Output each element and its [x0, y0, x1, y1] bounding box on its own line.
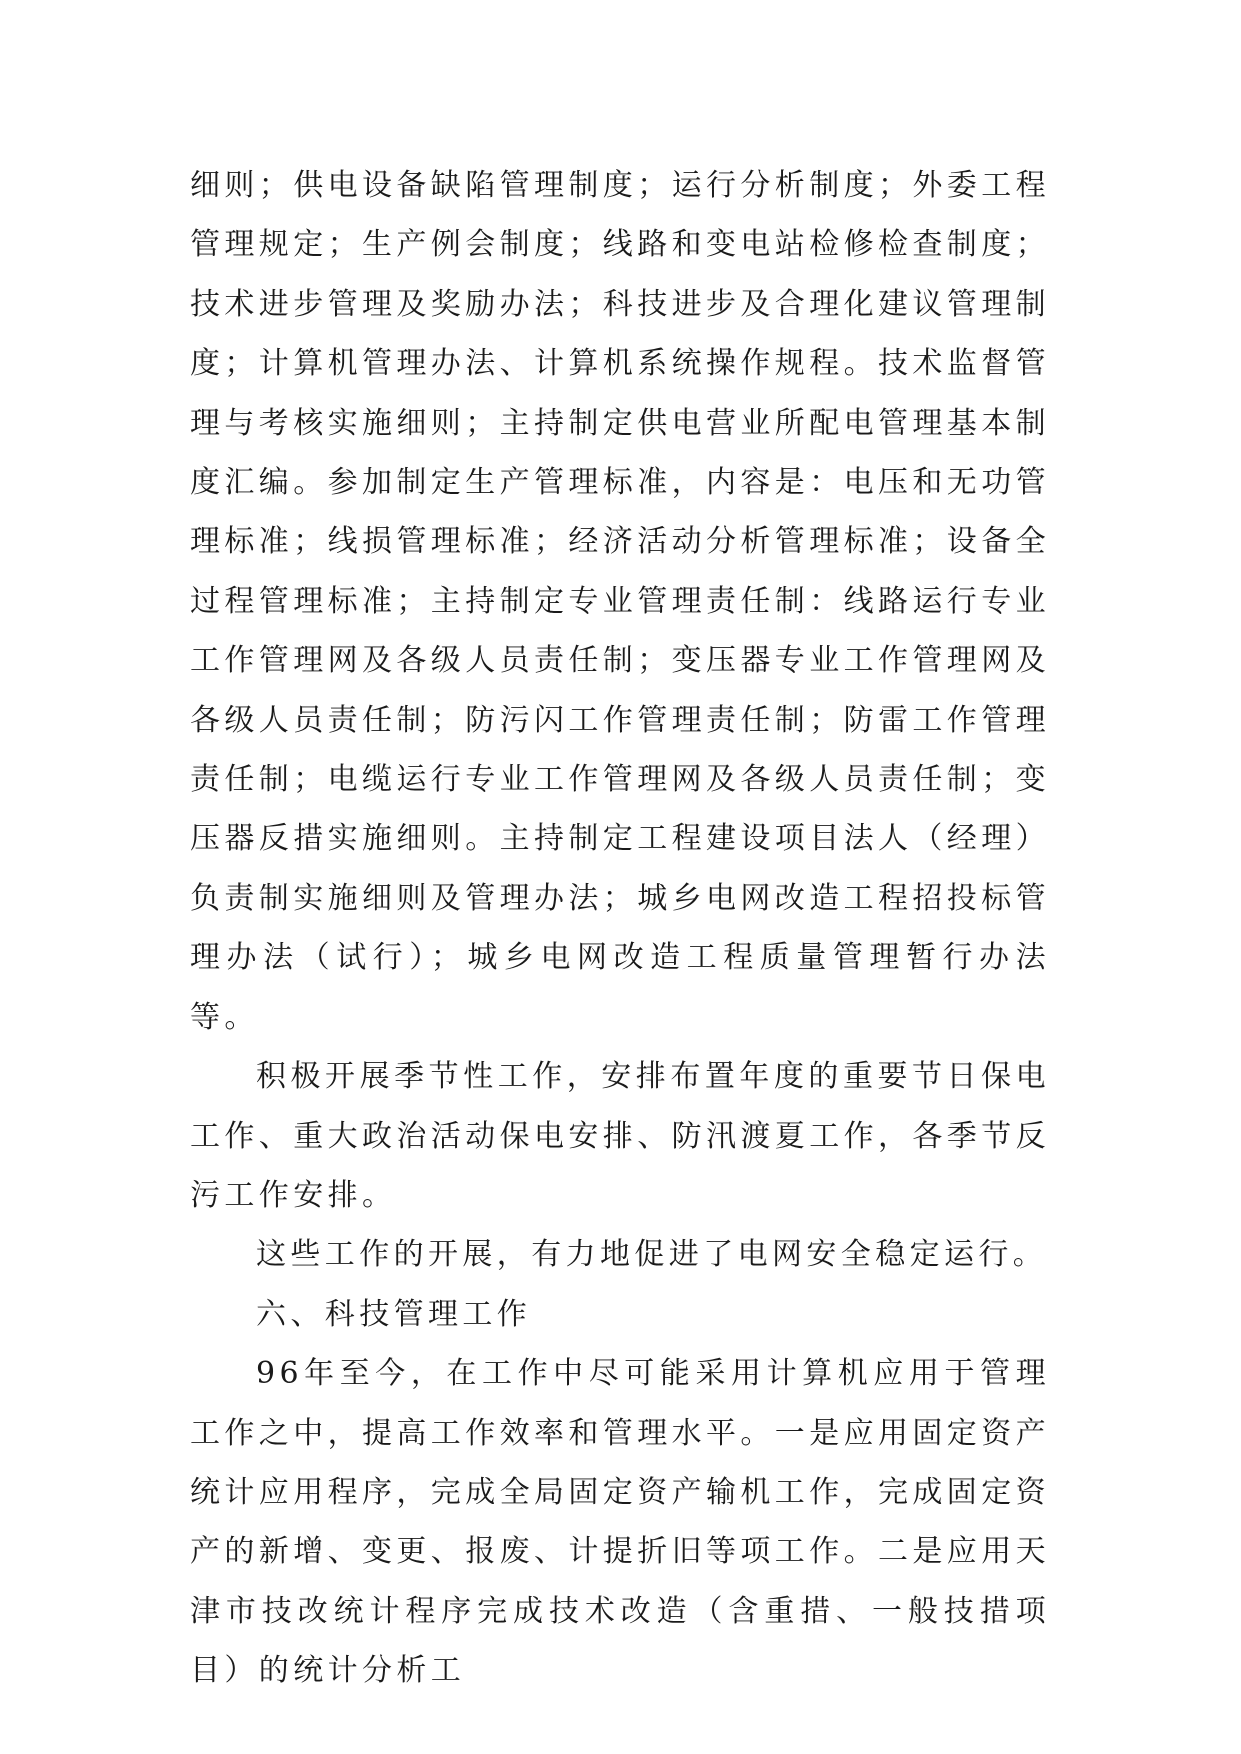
paragraph-management-rules: 细则；供电设备缺陷管理制度；运行分析制度；外委工程管理规定；生产例会制度；线路和变电站检修检查制度；技术进步管理及奖励办法；科技进步及合理化建议管理制度；计算机管理办法、计算机系统操作规程。技术监督管理与考核实施细则；主持制定供电营业所配电管理基本制度汇编。参加制定生产管理标准，内容是：电压和无功管理标准；线损管理标准；经济活动分析管理标准；设备全过程管理标准；主持制定专业管理责任制：线路运行专业工作管理网及各级人员责任制；变压器专业工作管理网及各级人员责任制；防污闪工作管理责任制；防雷工作管理责任制；电缆运行专业工作管理网及各级人员责任制；变压器反措实施细则。主持制定工程建设项目法人（经理）负责制实施细则及管理办法；城乡电网改造工程招投标管理办法（试行）；城乡电网改造工程质量管理暂行办法等。 [190, 168, 1050, 1035]
section-heading-tech-management: 六、科技管理工作 [256, 1296, 532, 1332]
paragraph-grid-stability: 这些工作的开展，有力地促进了电网安全稳定运行。 [256, 1237, 1048, 1273]
document-body [190, 156, 1050, 1701]
paragraph-seasonal-work: 积极开展季节性工作，安排布置年度的重要节日保电工作、重大政治活动保电安排、防汛渡夏工作，各季节反污工作安排。 [190, 1059, 1050, 1213]
paragraph-computer-applications: 96年至今，在工作中尽可能采用计算机应用于管理工作之中，提高工作效率和管理水平。一是应用固定资产统计应用程序，完成全局固定资产输机工作，完成固定资产的新增、变更、报废、计提折旧等项工作。二是应用天津市技改统计程序完成技术改造（含重措、一般技措项目）的统计分析工 [190, 1356, 1050, 1689]
